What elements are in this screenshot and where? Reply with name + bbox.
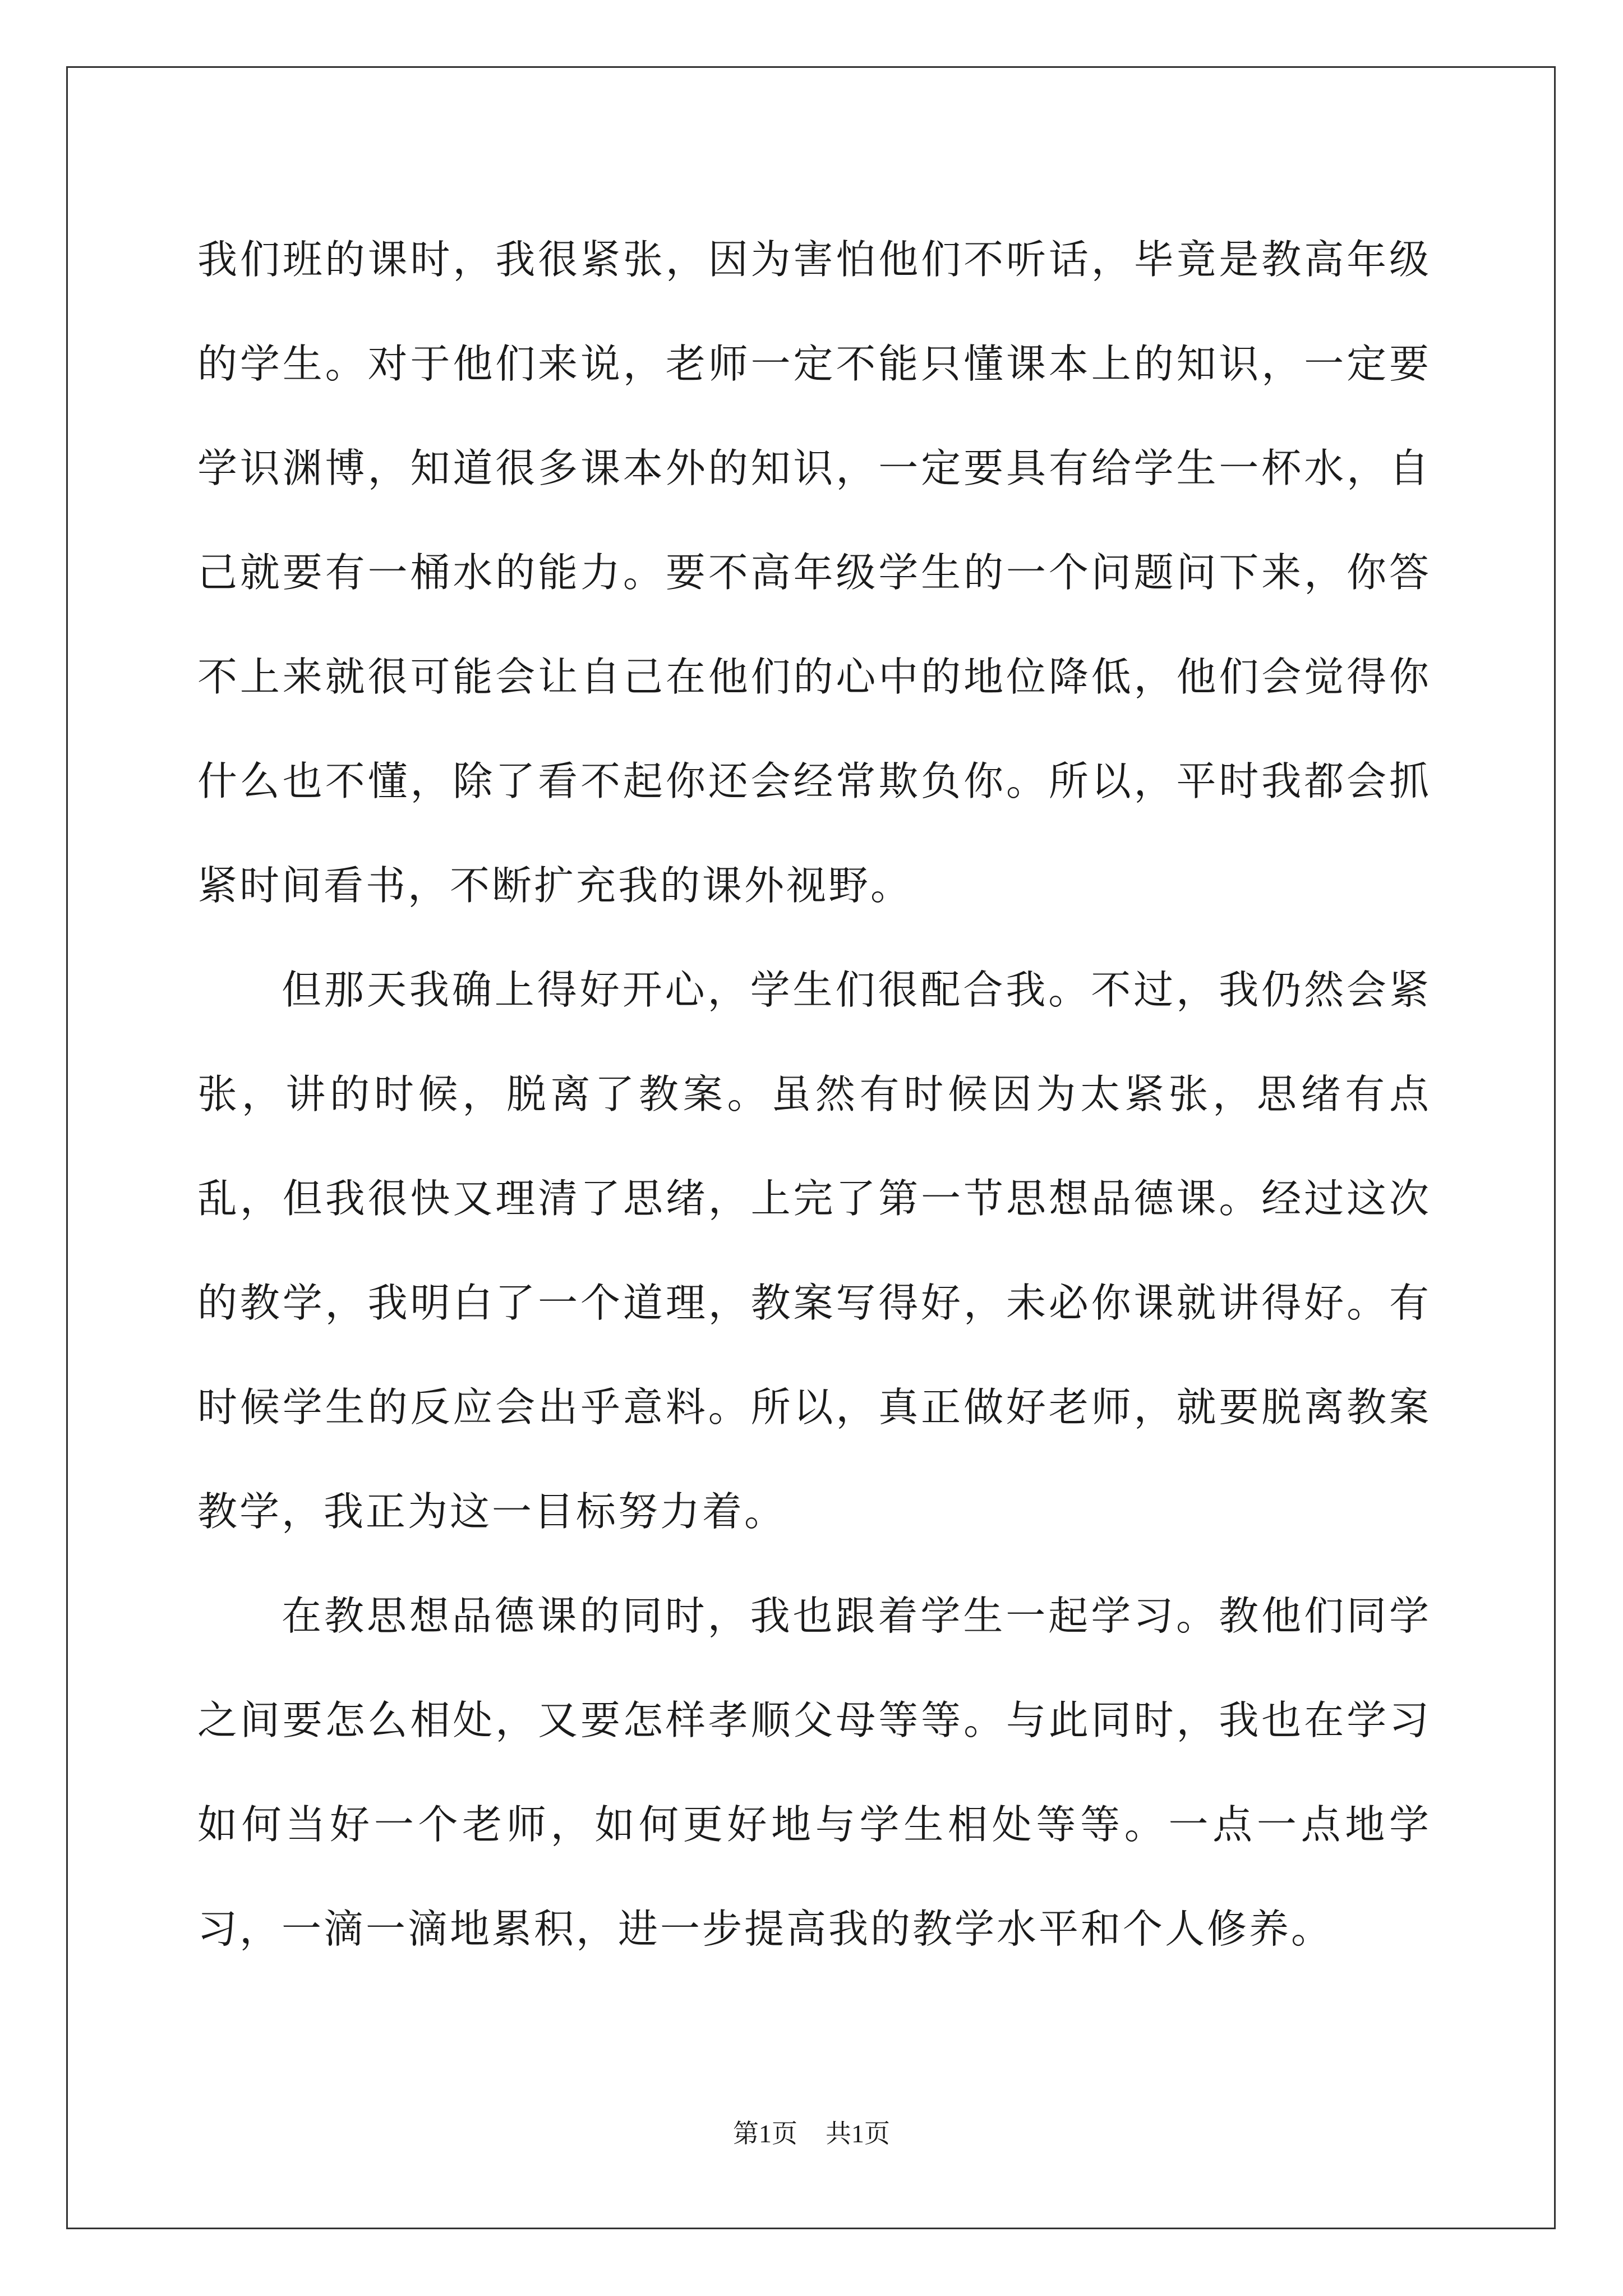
paragraph-3: 在教思想品德课的同时，我也跟着学生一起学习。教他们同学之间要怎么相处，又要怎样孝顺父母等等。与此同时，我也在学习如何当好一个老师，如何更好地与学生相处等等。一点一点地学习，一滴一滴地累积，进一步提高我的教学水平和个人修养。	[197, 1593, 1431, 1952]
total-pages: 共1页	[826, 2119, 890, 2148]
paragraph-1: 我们班的课时，我很紧张，因为害怕他们不听话，毕竟是教高年级的学生。对于他们来说，老师一定不能只懂课本上的知识，一定要学识渊博，知道很多课本外的知识，一定要具有给学生一杯水，自己就要有一桶水的能力。要不高年级学生的一个问题问下来，你答不上来就很可能会让自己在他们的心中的地位降低，他们会觉得你什么也不懂，除了看不起你还会经常欺负你。所以，平时我都会抓紧时间看书，不断扩充我的课外视野。	[197, 236, 1431, 909]
page-number: 第1页	[733, 2119, 797, 2148]
page-footer	[0, 2117, 1623, 2151]
document-body	[197, 208, 1431, 1981]
paragraph-2: 但那天我确上得好开心，学生们很配合我。不过，我仍然会紧张，讲的时候，脱离了教案。虽然有时候因为太紧张，思绪有点乱，但我很快又理清了思绪，上完了第一节思想品德课。经过这次的教学，我明白了一个道理，教案写得好，未必你课就讲得好。有时候学生的反应会出乎意料。所以，真正做好老师，就要脱离教案教学，我正为这一目标努力着。	[197, 967, 1431, 1535]
